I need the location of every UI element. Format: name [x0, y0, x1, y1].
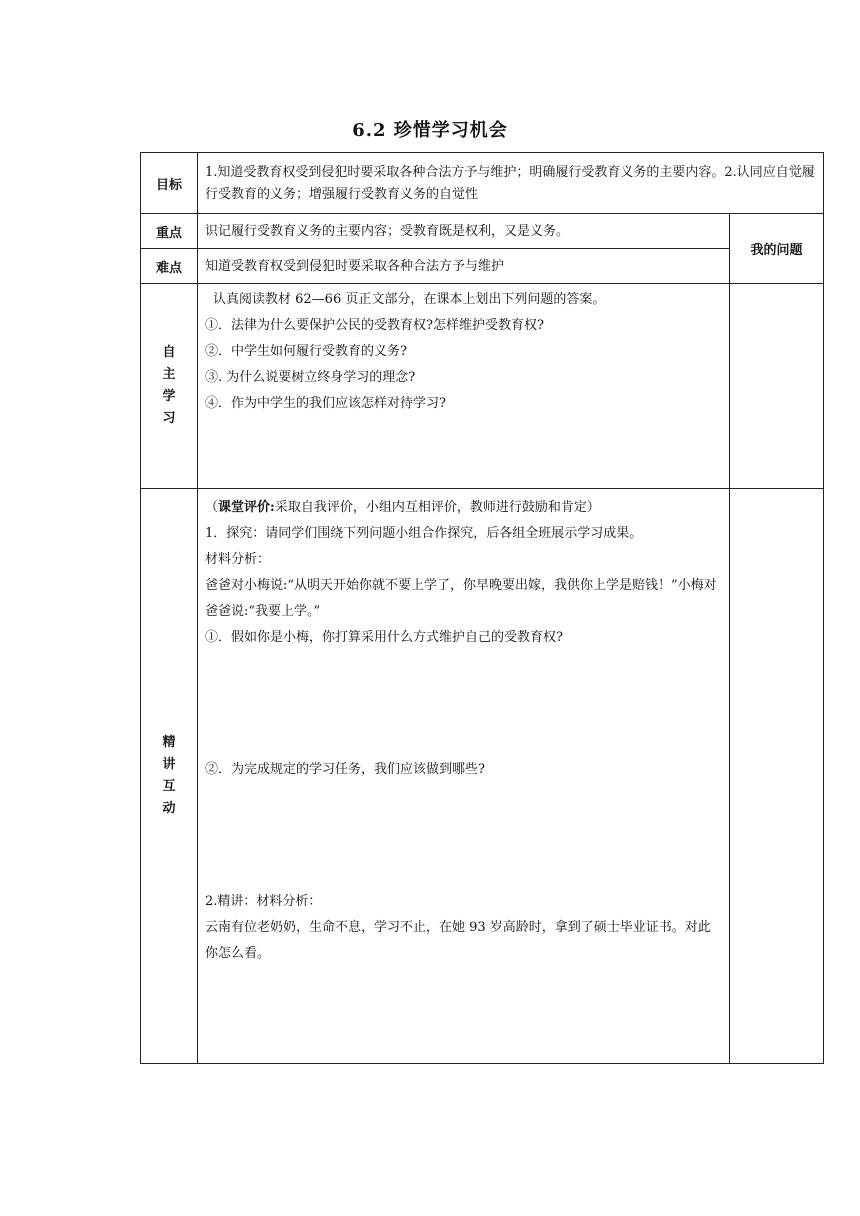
goal-row	[141, 153, 824, 214]
question-1: ①．假如你是小梅，你打算采用什么方式维护自己的受教育权?	[205, 630, 563, 645]
self-study-char: 学	[162, 389, 176, 404]
self-study-row	[141, 284, 824, 489]
interaction-row	[141, 489, 824, 1064]
difficulty-content: 知道受教育权受到侵犯时要采取各种合法方予与维护	[205, 259, 505, 274]
material-label: 材料分析：	[205, 552, 271, 567]
self-study-char: 自	[162, 345, 176, 360]
goal-label: 目标	[141, 153, 198, 214]
lecture-label: 2.精讲：材料分析：	[205, 894, 322, 909]
eval-open: （	[205, 500, 219, 515]
interaction-char: 动	[162, 801, 176, 816]
key-label: 重点	[141, 214, 198, 249]
eval-title: 课堂评价:	[218, 500, 275, 515]
interaction-char: 互	[162, 779, 176, 794]
goal-content: 1.知道受教育权受到侵犯时要采取各种合法方予与维护；明确履行受教育义务的主要内容。2.认同应自觉履行受教育的义务；增强履行受教育义务的自觉性	[205, 165, 815, 202]
goal-text	[198, 153, 824, 214]
self-study-notes	[730, 284, 824, 489]
difficulty-text	[198, 249, 730, 284]
self-study-char: 主	[162, 367, 176, 382]
self-study-char: 习	[162, 411, 176, 426]
study-plan-table	[140, 152, 824, 1064]
eval-close: ）	[586, 500, 600, 515]
page-title: 6.2 珍惜学习机会	[352, 120, 508, 141]
my-question-label: 我的问题	[730, 214, 824, 284]
self-study-question: ③. 为什么说要树立终身学习的理念?	[205, 370, 416, 385]
difficulty-label: 难点	[141, 249, 198, 284]
interaction-char: 精	[162, 735, 176, 750]
eval-text: 采取自我评价，小组内互相评价，教师进行鼓励和肯定	[274, 500, 587, 515]
self-study-question: ④．作为中学生的我们应该怎样对待学习?	[205, 396, 446, 411]
class-evaluation	[205, 495, 723, 521]
self-study-question: ①．法律为什么要保护公民的受教育权?怎样维护受教育权?	[205, 318, 544, 333]
interaction-notes	[730, 489, 824, 1064]
interaction-label	[141, 489, 198, 1064]
difficulty-row	[141, 249, 824, 284]
self-study-content	[198, 284, 730, 489]
self-study-intro: 认真阅读教材 62—66 页正文部分，在课本上划出下列问题的答案。	[213, 292, 606, 307]
key-row	[141, 214, 824, 249]
key-content: 识记履行受教育义务的主要内容；受教育既是权利，又是义务。	[205, 224, 570, 239]
explore-instruction: 1．探究：请同学们围绕下列问题小组合作探究，后各组全班展示学习成果。	[205, 526, 643, 541]
lecture-text: 云南有位老奶奶，生命不息，学习不止，在她 93 岁高龄时，拿到了硕士毕业证书。对此你怎么看。	[205, 920, 711, 961]
interaction-char: 讲	[162, 757, 176, 772]
key-text	[198, 214, 730, 249]
question-2: ②．为完成规定的学习任务，我们应该做到哪些?	[205, 762, 485, 777]
self-study-label	[141, 284, 198, 489]
answer-space	[205, 783, 723, 889]
material-text: 爸爸对小梅说:“从明天开始你就不要上学了，你早晚要出嫁，我供你上学是赔钱！”小梅对爸爸说:“我要上学。”	[205, 578, 717, 619]
interaction-content	[198, 489, 730, 1064]
self-study-question: ②．中学生如何履行受教育的义务?	[205, 344, 407, 359]
answer-space	[205, 651, 723, 757]
